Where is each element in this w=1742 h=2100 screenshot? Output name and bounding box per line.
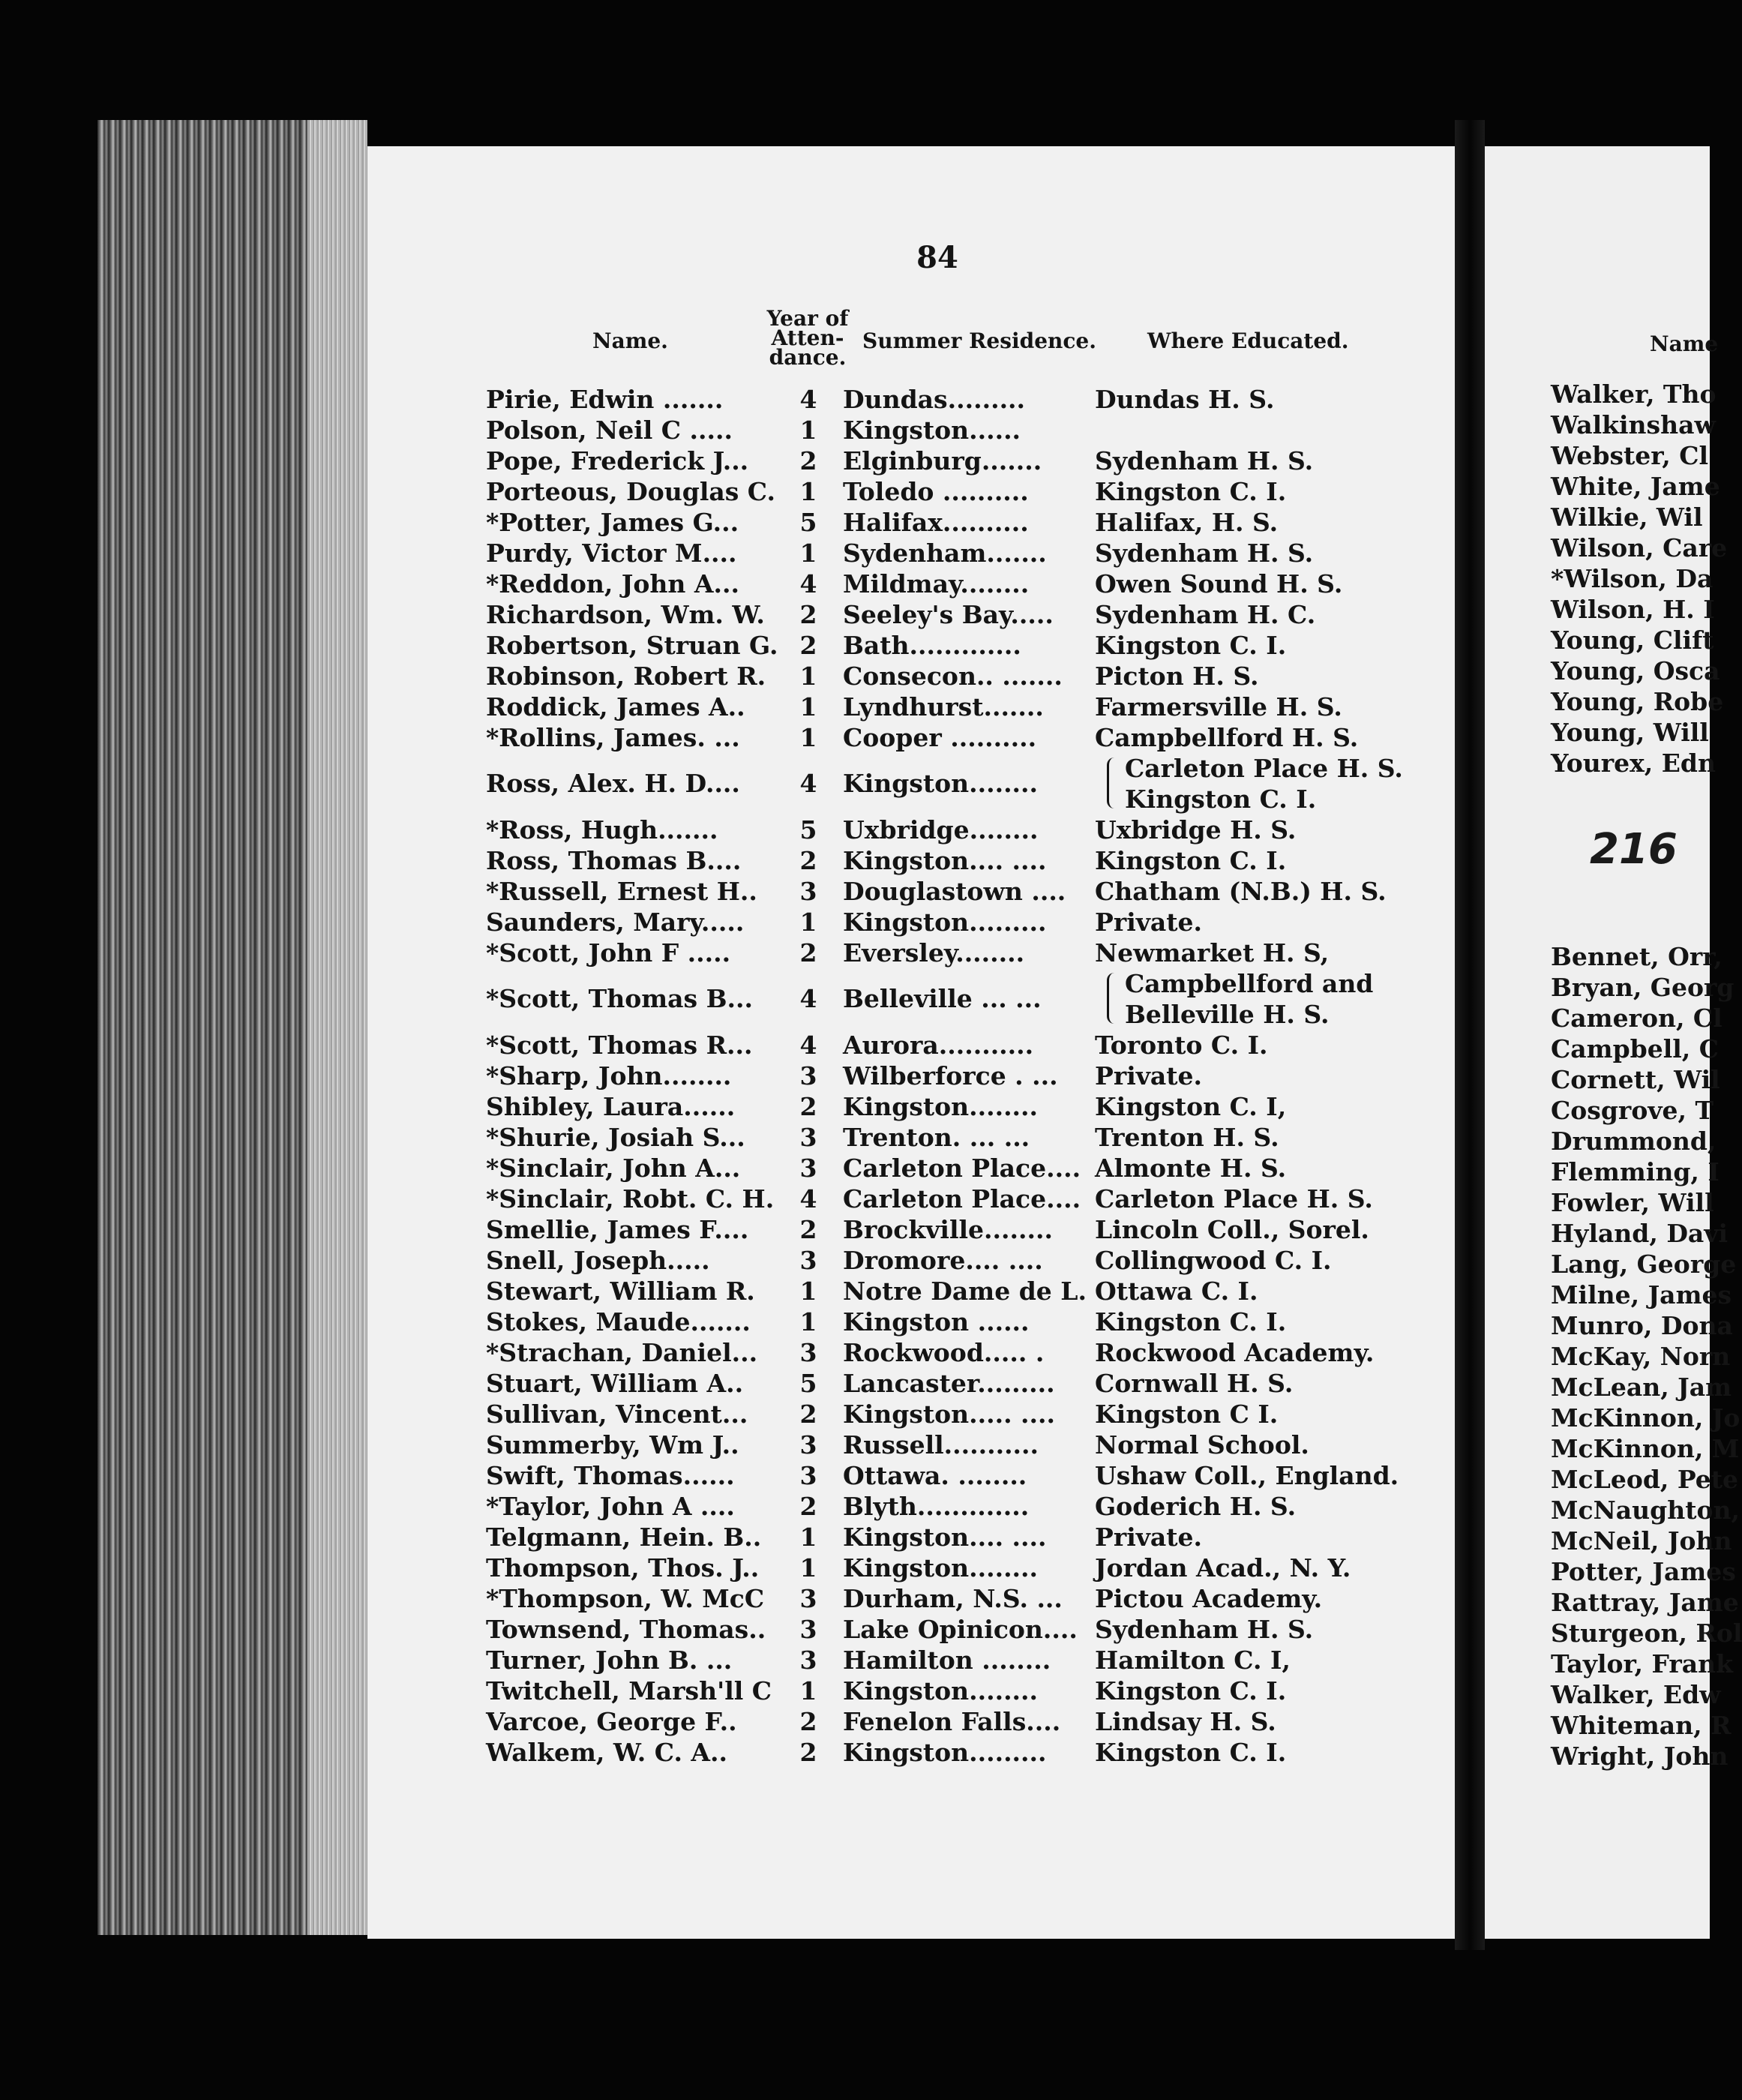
summer-residence: Kingston........ [843, 1676, 1039, 1706]
student-name: *Thompson, W. McC [486, 1584, 765, 1613]
student-name: *Potter, James G... [486, 508, 739, 537]
student-name: Telgmann, Hein. B.. [486, 1522, 762, 1552]
facing-list-top [1551, 379, 1728, 778]
year-of-attendance: 2 [799, 938, 817, 968]
table-row [0, 845, 1470, 876]
student-name: Shibley, Laura...... [486, 1092, 736, 1121]
facing-list-item: Fowler, Will [1551, 1188, 1714, 1217]
table-row [0, 814, 1470, 845]
facing-list-item: Yourex, Edn [1551, 748, 1716, 778]
summer-residence: Carleton Place.... [843, 1184, 1081, 1214]
year-of-attendance: 3 [799, 1615, 817, 1644]
where-educated: Uxbridge H. S. [1095, 815, 1297, 844]
student-name: *Ross, Hugh....... [486, 815, 718, 844]
table-row [0, 1306, 1470, 1337]
summer-residence: Lyndhurst....... [843, 692, 1044, 722]
table-row [0, 1491, 1470, 1522]
table-row [0, 1245, 1470, 1276]
table-row [0, 1060, 1470, 1091]
student-name: *Scott, John F ..... [486, 938, 731, 968]
year-of-attendance: 1 [799, 1676, 817, 1706]
where-educated: Kingston C I. [1095, 1400, 1279, 1429]
where-educated: Hamilton C. I, [1095, 1646, 1291, 1675]
student-name: *Strachan, Daniel... [486, 1338, 758, 1367]
facing-list-item: Cornett, Wil [1551, 1065, 1720, 1094]
summer-residence: Seeley's Bay..... [843, 600, 1054, 629]
year-of-attendance: 2 [799, 446, 817, 476]
table-row [0, 1091, 1470, 1122]
year-of-attendance: 4 [799, 569, 817, 598]
summer-residence: Kingston........ [843, 769, 1039, 798]
table-row [0, 1430, 1470, 1460]
facing-list-item: Sturgeon, Rol [1551, 1618, 1742, 1648]
facing-list-item: Campbell, C [1551, 1034, 1720, 1064]
facing-list-item: Wilson, H. I [1551, 595, 1715, 624]
summer-residence: Aurora........... [843, 1030, 1034, 1060]
summer-residence: Hamilton ........ [843, 1646, 1051, 1675]
where-educated: Kingston C. I. [1095, 477, 1287, 506]
student-name: Twitchell, Marsh'll C [486, 1676, 772, 1706]
facing-list-item: *Wilson, Da [1551, 564, 1714, 593]
where-educated [1125, 753, 1447, 814]
table-row [0, 968, 1470, 1030]
student-name: *Reddon, John A... [486, 569, 739, 598]
where-educated: Collingwood C. I. [1095, 1246, 1332, 1275]
year-of-attendance: 1 [799, 1276, 817, 1306]
where-educated: Halifax, H. S. [1095, 508, 1279, 537]
table-row [0, 1276, 1470, 1306]
where-educated: Kingston C. I. [1095, 1738, 1287, 1767]
where-educated: Dundas H. S. [1095, 385, 1275, 414]
facing-list-item: Potter, James [1551, 1557, 1736, 1586]
year-of-attendance: 1 [799, 416, 817, 445]
student-name: *Scott, Thomas R... [486, 1030, 753, 1060]
table-row [0, 1153, 1470, 1184]
where-educated: Lincoln Coll., Sorel. [1095, 1215, 1369, 1244]
summer-residence: Ottawa. ........ [843, 1461, 1027, 1490]
table-row [0, 1460, 1470, 1491]
year-of-attendance: 2 [799, 1215, 817, 1244]
where-educated-line: Campbellford and [1125, 969, 1374, 998]
facing-list-item: Cameron, Cl [1551, 1004, 1723, 1033]
summer-residence: Kingston........ [843, 1553, 1039, 1582]
table-row [0, 1706, 1470, 1737]
summer-residence: Lancaster......... [843, 1369, 1055, 1398]
table-row [0, 1122, 1470, 1153]
student-name: Turner, John B. ... [486, 1646, 733, 1675]
student-name: *Scott, Thomas B... [486, 984, 753, 1013]
summer-residence: Lake Opinicon.... [843, 1615, 1078, 1644]
header-summer-residence: Summer Residence. [862, 328, 1096, 353]
facing-list-item: Walker, Tho [1551, 380, 1717, 409]
student-name: Porteous, Douglas C. [486, 477, 775, 506]
facing-list-item: Hyland, Davi [1551, 1219, 1729, 1248]
table-row [0, 507, 1470, 538]
where-educated: Sydenham H. C. [1095, 600, 1316, 629]
year-of-attendance: 3 [799, 1154, 817, 1183]
facing-list-item: McKay, Norn [1551, 1342, 1731, 1371]
year-of-attendance: 2 [799, 631, 817, 660]
year-of-attendance: 5 [799, 1369, 817, 1398]
facing-list-item: White, Jame [1551, 472, 1720, 501]
summer-residence: Halifax.......... [843, 508, 1029, 537]
table-row [0, 1184, 1470, 1214]
where-educated: Goderich H. S. [1095, 1492, 1297, 1521]
student-name: *Russell, Ernest H.. [486, 877, 757, 906]
student-name: Stuart, William A.. [486, 1369, 744, 1398]
year-of-attendance: 2 [799, 846, 817, 875]
table-row [0, 1676, 1470, 1706]
handwritten-mark: 216 [1590, 825, 1678, 874]
where-educated: Sydenham H. S. [1095, 1615, 1314, 1644]
year-of-attendance: 4 [799, 984, 817, 1013]
facing-list-item: McKinnon, M [1551, 1434, 1740, 1463]
table-row [0, 415, 1470, 446]
student-name: Robinson, Robert R. [486, 662, 766, 691]
where-educated: Kingston C. I. [1095, 846, 1287, 875]
facing-list-item: Rattray, Jame [1551, 1588, 1739, 1617]
table-row [0, 384, 1470, 415]
table-row [0, 1583, 1470, 1614]
year-of-attendance: 1 [799, 662, 817, 691]
table-row [0, 1614, 1470, 1645]
year-of-attendance: 2 [799, 1738, 817, 1767]
summer-residence: Kingston ...... [843, 1307, 1030, 1336]
summer-residence: Blyth............. [843, 1492, 1030, 1521]
summer-residence: Durham, N.S. ... [843, 1584, 1063, 1613]
where-educated: Private. [1095, 1061, 1203, 1090]
facing-list-item: Flemming, I [1551, 1157, 1720, 1186]
brace-mark [1107, 758, 1118, 808]
student-name: *Taylor, John A .... [486, 1492, 735, 1521]
table-row [0, 599, 1470, 630]
summer-residence: Dromore.... .... [843, 1246, 1043, 1275]
summer-residence: Kingston........ [843, 1092, 1039, 1121]
facing-list-item: Wright, John [1551, 1742, 1729, 1771]
facing-list-item: Young, Osca [1551, 656, 1720, 686]
summer-residence: Trenton. ... ... [843, 1123, 1030, 1152]
year-of-attendance: 1 [799, 1553, 817, 1582]
year-of-attendance: 2 [799, 600, 817, 629]
student-name: Varcoe, George F.. [486, 1707, 737, 1736]
year-of-attendance: 3 [799, 1584, 817, 1613]
facing-list-item: Munro, Dona [1551, 1311, 1733, 1340]
page-number: 84 [916, 240, 958, 275]
header-year [759, 306, 856, 370]
facing-list-item: Wilson, Care [1551, 533, 1728, 562]
where-educated: Private. [1095, 908, 1203, 937]
header-year-line2: Atten- [771, 326, 844, 350]
summer-residence: Kingston......... [843, 1738, 1047, 1767]
facing-list-bottom [1551, 941, 1742, 1772]
header-where-educated: Where Educated. [1147, 328, 1349, 353]
year-of-attendance: 1 [799, 908, 817, 937]
where-educated: Sydenham H. S. [1095, 538, 1314, 568]
summer-residence: Carleton Place.... [843, 1154, 1081, 1183]
where-educated: Chatham (N.B.) H. S. [1095, 877, 1387, 906]
student-name: Pirie, Edwin ....... [486, 385, 724, 414]
summer-residence: Eversley........ [843, 938, 1025, 968]
student-name: Richardson, Wm. W. [486, 600, 765, 629]
year-of-attendance: 3 [799, 877, 817, 906]
year-of-attendance: 4 [799, 769, 817, 798]
where-educated: Trenton H. S. [1095, 1123, 1279, 1152]
table-row [0, 753, 1470, 814]
year-of-attendance: 3 [799, 1430, 817, 1460]
facing-list-item: McNeil, John [1551, 1526, 1732, 1556]
student-name: Stokes, Maude....... [486, 1307, 751, 1336]
year-of-attendance: 4 [799, 1184, 817, 1214]
header-year-line1: Year of [766, 306, 849, 331]
table-row [0, 1645, 1470, 1676]
where-educated: Kingston C. I, [1095, 1092, 1287, 1121]
year-of-attendance: 2 [799, 1092, 817, 1121]
summer-residence: Kingston......... [843, 908, 1047, 937]
student-name: Smellie, James F.... [486, 1215, 749, 1244]
facing-header: Name [1650, 332, 1719, 356]
where-educated: Owen Sound H. S. [1095, 569, 1343, 598]
student-name: *Shurie, Josiah S... [486, 1123, 745, 1152]
student-name: Stewart, William R. [486, 1276, 755, 1306]
table-row [0, 1522, 1470, 1552]
summer-residence: Wilberforce . ... [843, 1061, 1058, 1090]
facing-list-item: Cosgrove, T [1551, 1096, 1714, 1125]
student-name: Swift, Thomas...... [486, 1461, 735, 1490]
year-of-attendance: 3 [799, 1123, 817, 1152]
facing-list-item: Lang, George [1551, 1250, 1737, 1279]
student-name: *Sinclair, Robt. C. H. [486, 1184, 775, 1214]
facing-list-item: Walker, Edw [1551, 1680, 1721, 1709]
facing-list-item: McNaughton, [1551, 1496, 1740, 1525]
facing-list-item: McLean, Jam [1551, 1372, 1732, 1402]
student-name: Purdy, Victor M.... [486, 538, 737, 568]
where-educated: Ushaw Coll., England. [1095, 1461, 1399, 1490]
where-educated: Normal School. [1095, 1430, 1309, 1460]
where-educated-line: Belleville H. S. [1125, 1000, 1330, 1029]
table-row [0, 692, 1470, 722]
where-educated: Pictou Academy. [1095, 1584, 1323, 1613]
where-educated: Cornwall H. S. [1095, 1369, 1294, 1398]
student-name: Townsend, Thomas.. [486, 1615, 766, 1644]
table-row [0, 630, 1470, 661]
year-of-attendance: 3 [799, 1338, 817, 1367]
table-row [0, 876, 1470, 907]
where-educated: Newmarket H. S, [1095, 938, 1330, 968]
year-of-attendance: 1 [799, 477, 817, 506]
year-of-attendance: 4 [799, 1030, 817, 1060]
student-name: Ross, Alex. H. D.... [486, 769, 740, 798]
student-name: Robertson, Struan G. [486, 631, 778, 660]
facing-list-item: McLeod, Pete [1551, 1465, 1739, 1494]
table-row [0, 1030, 1470, 1060]
table-row [0, 446, 1470, 476]
table-row [0, 722, 1470, 753]
where-educated-line: Carleton Place H. S. [1125, 754, 1403, 783]
summer-residence: Dundas......... [843, 385, 1026, 414]
where-educated: Rockwood Academy. [1095, 1338, 1375, 1367]
where-educated: Ottawa C. I. [1095, 1276, 1258, 1306]
summer-residence: Russell........... [843, 1430, 1039, 1460]
student-name: Summerby, Wm J.. [486, 1430, 739, 1460]
table-row [0, 476, 1470, 507]
header-year-line3: dance. [769, 345, 847, 370]
year-of-attendance: 3 [799, 1061, 817, 1090]
summer-residence: Mildmay........ [843, 569, 1030, 598]
year-of-attendance: 1 [799, 692, 817, 722]
year-of-attendance: 5 [799, 508, 817, 537]
facing-list-item: Young, Clift [1551, 626, 1714, 655]
facing-list-item: Milne, James [1551, 1280, 1732, 1310]
facing-list-item: Bennet, Orr, [1551, 942, 1723, 971]
summer-residence: Rockwood..... . [843, 1338, 1045, 1367]
summer-residence: Notre Dame de L. [843, 1276, 1087, 1306]
table-row [0, 661, 1470, 692]
student-name: Snell, Joseph..... [486, 1246, 710, 1275]
facing-list-item: Drummond, [1551, 1126, 1717, 1156]
where-educated: Sydenham H. S. [1095, 446, 1314, 476]
student-name: Saunders, Mary..... [486, 908, 745, 937]
where-educated: Kingston C. I. [1095, 1307, 1287, 1336]
facing-list-item: Taylor, Frank [1551, 1649, 1733, 1678]
student-name: Ross, Thomas B.... [486, 846, 742, 875]
summer-residence: Consecon.. ....... [843, 662, 1063, 691]
facing-list-item: Walkinshaw [1551, 410, 1716, 440]
where-educated: Almonte H. S. [1095, 1154, 1287, 1183]
where-educated: Toronto C. I. [1095, 1030, 1268, 1060]
summer-residence: Bath............. [843, 631, 1021, 660]
summer-residence: Belleville ... ... [843, 984, 1042, 1013]
year-of-attendance: 3 [799, 1246, 817, 1275]
brace-mark [1107, 973, 1118, 1024]
summer-residence: Brockville........ [843, 1215, 1053, 1244]
year-of-attendance: 1 [799, 538, 817, 568]
student-name: *Sinclair, John A... [486, 1154, 741, 1183]
facing-list-item: Young, Robe [1551, 687, 1724, 716]
facing-list-item: Young, Will [1551, 718, 1709, 747]
table-row [0, 1337, 1470, 1368]
year-of-attendance: 2 [799, 1400, 817, 1429]
student-name: Sullivan, Vincent... [486, 1400, 748, 1429]
year-of-attendance: 3 [799, 1461, 817, 1490]
year-of-attendance: 1 [799, 723, 817, 752]
student-name: Polson, Neil C ..... [486, 416, 733, 445]
student-name: Pope, Frederick J... [486, 446, 749, 476]
where-educated: Jordan Acad., N. Y. [1095, 1553, 1351, 1582]
student-name: Roddick, James A.. [486, 692, 745, 722]
facing-list-item: McKinnon, Jo [1551, 1403, 1741, 1432]
summer-residence: Elginburg....... [843, 446, 1042, 476]
table-row [0, 907, 1470, 938]
student-name: Walkem, W. C. A.. [486, 1738, 728, 1767]
year-of-attendance: 1 [799, 1522, 817, 1552]
year-of-attendance: 5 [799, 815, 817, 844]
where-educated: Carleton Place H. S. [1095, 1184, 1373, 1214]
student-name: *Rollins, James. ... [486, 723, 740, 752]
summer-residence: Toledo .......... [843, 477, 1029, 506]
summer-residence: Kingston...... [843, 416, 1021, 445]
table-row [0, 538, 1470, 568]
table-row [0, 938, 1470, 968]
summer-residence: Kingston.... .... [843, 846, 1047, 875]
summer-residence: Fenelon Falls.... [843, 1707, 1061, 1736]
table-row [0, 1737, 1470, 1768]
summer-residence: Uxbridge........ [843, 815, 1039, 844]
table-row [0, 1368, 1470, 1399]
summer-residence: Cooper .......... [843, 723, 1037, 752]
year-of-attendance: 4 [799, 385, 817, 414]
summer-residence: Kingston..... .... [843, 1400, 1055, 1429]
table-row [0, 1214, 1470, 1245]
summer-residence: Douglastown .... [843, 877, 1066, 906]
where-educated: Kingston C. I. [1095, 631, 1287, 660]
where-educated: Private. [1095, 1522, 1203, 1552]
facing-list-item: Bryan, Georg [1551, 973, 1735, 1002]
student-name: *Sharp, John........ [486, 1061, 732, 1090]
where-educated: Kingston C. I. [1095, 1676, 1287, 1706]
year-of-attendance: 2 [799, 1707, 817, 1736]
where-educated: Campbellford H. S. [1095, 723, 1359, 752]
table-row [0, 1399, 1470, 1430]
year-of-attendance: 3 [799, 1646, 817, 1675]
table-row [0, 1552, 1470, 1583]
year-of-attendance: 2 [799, 1492, 817, 1521]
where-educated-line: Kingston C. I. [1125, 784, 1317, 814]
where-educated: Picton H. S. [1095, 662, 1259, 691]
summer-residence: Kingston.... .... [843, 1522, 1047, 1552]
table-row [0, 568, 1470, 599]
where-educated: Farmersville H. S. [1095, 692, 1342, 722]
facing-list-item: Webster, Cl [1551, 441, 1709, 470]
summer-residence: Sydenham....... [843, 538, 1047, 568]
year-of-attendance: 1 [799, 1307, 817, 1336]
facing-list-item: Whiteman, R [1551, 1711, 1732, 1740]
student-name: Thompson, Thos. J.. [486, 1553, 760, 1582]
facing-list-item: Wilkie, Wil [1551, 502, 1703, 532]
header-name: Name. [592, 328, 668, 353]
where-educated [1125, 968, 1447, 1030]
where-educated: Lindsay H. S. [1095, 1707, 1276, 1736]
